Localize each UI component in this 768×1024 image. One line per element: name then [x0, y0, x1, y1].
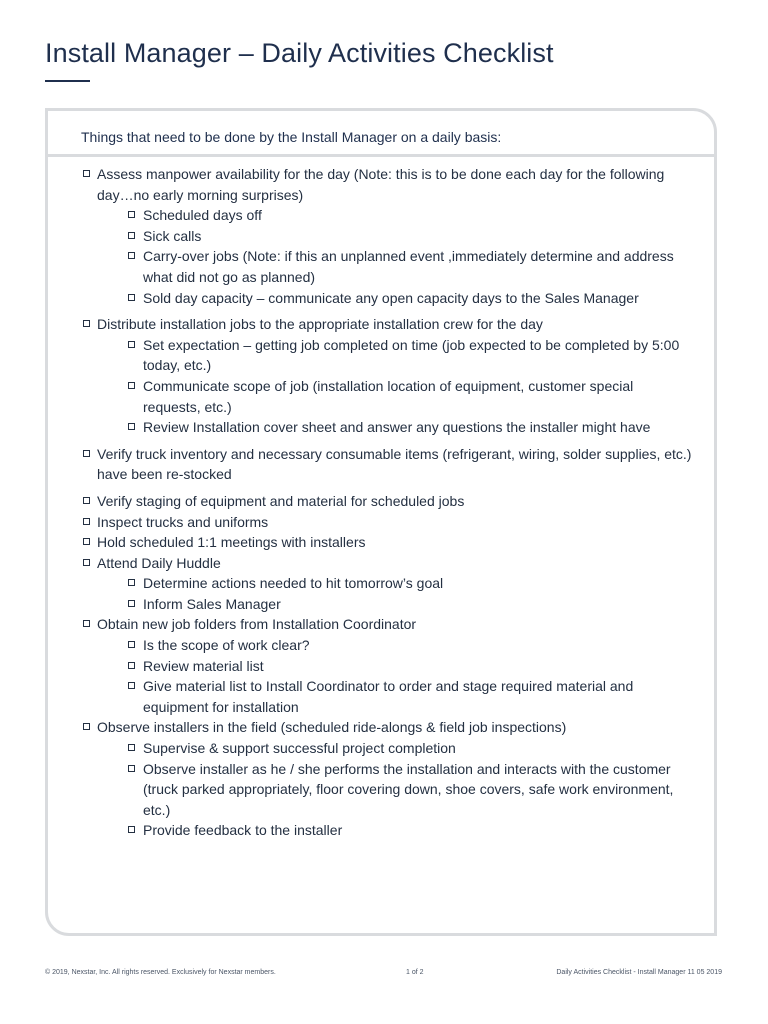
checkbox-icon[interactable] — [128, 382, 135, 389]
checklist-subitem — [81, 288, 693, 309]
checklist-item-text: Verify truck inventory and necessary consumable items (refrigerant, wiring, solder supplies, etc.) have been re-stocked — [97, 445, 692, 483]
checklist-item-text: Review Installation cover sheet and answer any questions the installer might have — [143, 419, 651, 436]
checklist-item-text: Determine actions needed to hit tomorrow’s goal — [143, 575, 444, 592]
checkbox-icon[interactable] — [83, 723, 90, 730]
checkbox-icon[interactable] — [128, 662, 135, 669]
checklist-item-text: Sick calls — [143, 227, 202, 244]
checklist-item-text: Distribute installation jobs to the appropriate installation crew for the day — [97, 316, 543, 333]
checklist-item-text: Observe installers in the field (scheduled ride-alongs & field job inspections) — [97, 719, 567, 736]
checkbox-icon[interactable] — [128, 294, 135, 301]
checklist-item — [81, 444, 693, 485]
checklist-item-text: Sold day capacity – communicate any open capacity days to the Sales Manager — [143, 289, 639, 306]
checkbox-icon[interactable] — [128, 341, 135, 348]
checklist-item-text: Give material list to Install Coordinator to order and stage required material and equipment for installation — [143, 678, 634, 715]
checkbox-icon[interactable] — [128, 252, 135, 259]
checklist-item-text: Scheduled days off — [143, 207, 262, 224]
checklist-subitem — [81, 376, 693, 417]
checklist-item — [81, 614, 693, 635]
checklist — [81, 164, 693, 841]
checklist-subitem — [81, 226, 693, 247]
checkbox-icon[interactable] — [83, 559, 90, 566]
checklist-subitem — [81, 573, 693, 594]
checklist-header: Things that need to be done by the Install Manager on a daily basis: — [81, 129, 502, 145]
checklist-subitem — [81, 417, 693, 438]
checklist-item — [81, 553, 693, 574]
checklist-subitem — [81, 820, 693, 841]
checklist-subitem — [81, 635, 693, 656]
checkbox-icon[interactable] — [128, 579, 135, 586]
checklist-item-text: Attend Daily Huddle — [97, 554, 221, 571]
footer-document-id: Daily Activities Checklist - Install Manager 11 05 2019 — [556, 969, 722, 976]
footer-page-number: 1 of 2 — [406, 969, 424, 976]
footer-copyright: © 2019, Nexstar, Inc. All rights reserved. Exclusively for Nexstar members. — [45, 969, 276, 976]
checklist-item — [81, 314, 693, 335]
checkbox-icon[interactable] — [83, 170, 90, 177]
checklist-subitem — [81, 246, 693, 287]
header-divider — [48, 154, 714, 157]
checkbox-icon[interactable] — [83, 538, 90, 545]
checkbox-icon[interactable] — [128, 682, 135, 689]
checklist-item-text: Set expectation – getting job completed on time (job expected to be completed by 5:00 today, etc.) — [143, 336, 680, 374]
checkbox-icon[interactable] — [83, 518, 90, 525]
checklist-subitem — [81, 335, 693, 376]
checklist-item-text: Inform Sales Manager — [143, 595, 281, 612]
checkbox-icon[interactable] — [128, 232, 135, 239]
checklist-item-text: Communicate scope of job (installation location of equipment, customer special requests, etc.) — [143, 377, 634, 415]
checklist-item — [81, 717, 693, 738]
checklist-subitem — [81, 738, 693, 759]
checklist-item-text: Assess manpower availability for the day (Note: this is to be done each day for the following day…no early morning surprises) — [97, 166, 665, 203]
checklist-item — [81, 532, 693, 553]
checkbox-icon[interactable] — [128, 600, 135, 607]
checklist-item-text: Is the scope of work clear? — [143, 637, 310, 654]
checkbox-icon[interactable] — [128, 826, 135, 833]
checkbox-icon[interactable] — [83, 450, 90, 457]
checklist-subitem — [81, 205, 693, 226]
checkbox-icon[interactable] — [83, 320, 90, 327]
checklist-panel — [45, 108, 717, 936]
checkbox-icon[interactable] — [128, 765, 135, 772]
checklist-item-text: Verify staging of equipment and material for scheduled jobs — [97, 492, 465, 509]
checklist-subitem — [81, 656, 693, 677]
checklist-item-text: Inspect trucks and uniforms — [97, 513, 269, 530]
checklist-subitem — [81, 676, 693, 717]
checklist-item — [81, 164, 693, 205]
checkbox-icon[interactable] — [83, 497, 90, 504]
checkbox-icon[interactable] — [128, 211, 135, 218]
checklist-item-text: Obtain new job folders from Installation Coordinator — [97, 616, 417, 633]
checkbox-icon[interactable] — [128, 641, 135, 648]
page-title: Install Manager – Daily Activities Checklist — [45, 38, 554, 68]
checkbox-icon[interactable] — [128, 744, 135, 751]
checklist-item-text: Review material list — [143, 657, 264, 674]
checklist-item-text: Hold scheduled 1:1 meetings with installers — [97, 534, 366, 551]
checklist-item-text: Carry-over jobs (Note: if this an unplanned event ,immediately determine and address what did not go as planned) — [143, 248, 674, 285]
checklist-item-text: Provide feedback to the installer — [143, 822, 343, 839]
checklist-item — [81, 491, 693, 512]
checklist-subitem — [81, 759, 693, 821]
title-underline — [45, 80, 90, 82]
checklist-subitem — [81, 594, 693, 615]
checklist-item-text: Supervise & support successful project completion — [143, 740, 456, 757]
checklist-item — [81, 512, 693, 533]
checkbox-icon[interactable] — [83, 620, 90, 627]
checkbox-icon[interactable] — [128, 423, 135, 430]
checklist-item-text: Observe installer as he / she performs the installation and interacts with the customer (truck parked appropriately, floor covering down, shoe covers, safe work environment, etc.) — [143, 760, 674, 818]
